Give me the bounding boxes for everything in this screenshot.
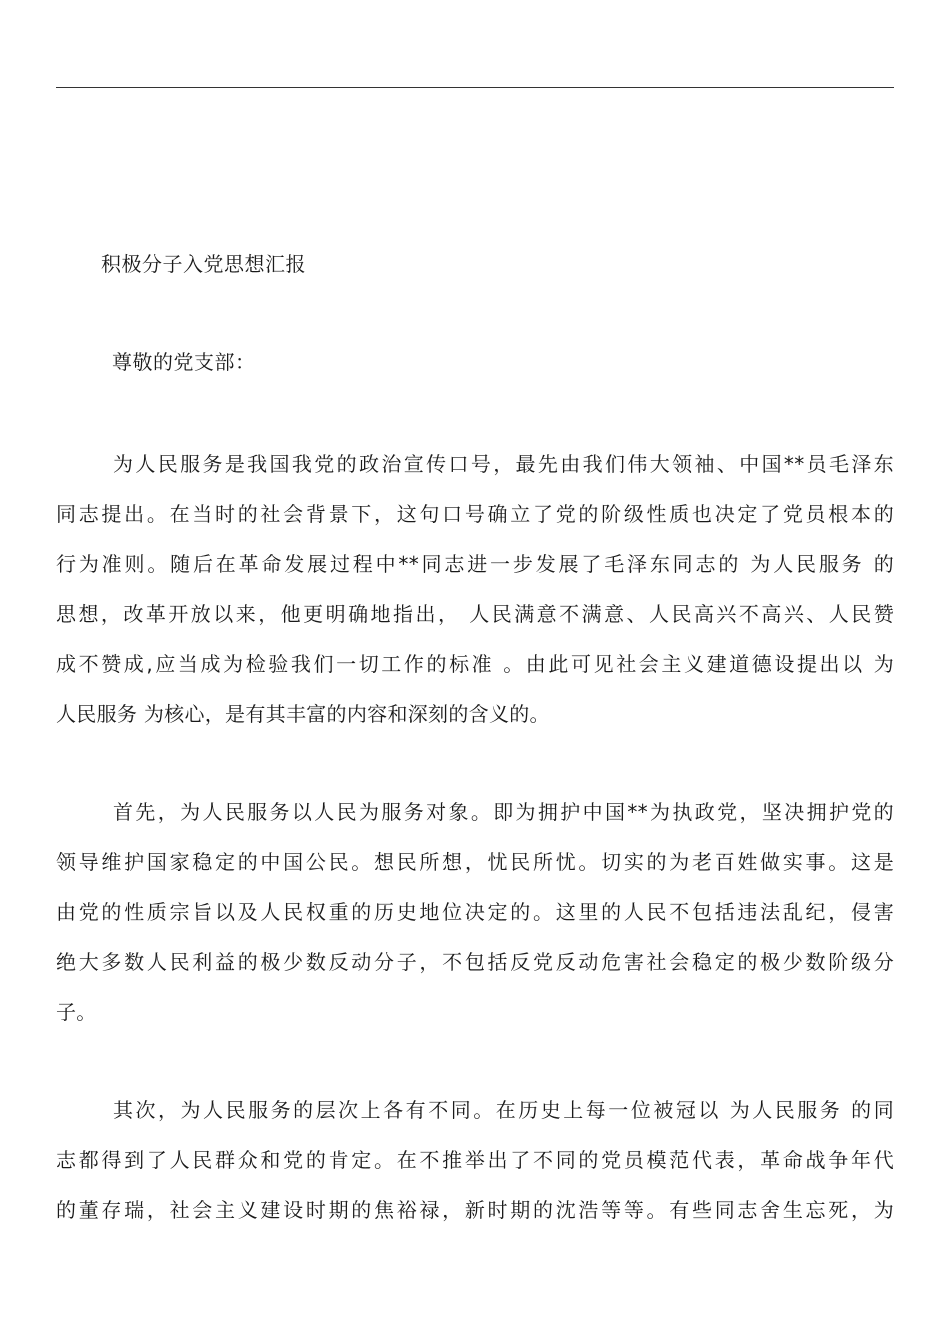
paragraph-2	[56, 787, 894, 1037]
paragraph-line: 子。	[56, 1000, 97, 1024]
paragraph-line: 行为准则。随后在革命发展过程中**同志进一步发展了毛泽东同志的 为人民服务 的	[56, 552, 894, 576]
paragraph-line: 首先，为人民服务以人民为服务对象。即为拥护中国**为执政党，坚决拥护党的	[113, 800, 894, 824]
paragraph-line: 为人民服务是我国我党的政治宣传口号，最先由我们伟大领袖、中国**员毛泽东	[113, 452, 894, 476]
paragraph-line: 其次，为人民服务的层次上各有不同。在历史上每一位被冠以 为人民服务 的同	[113, 1098, 894, 1122]
paragraph-1	[56, 439, 894, 739]
paragraph-line: 由党的性质宗旨以及人民权重的历史地位决定的。这里的人民不包括违法乱纪，侵害	[56, 900, 894, 924]
paragraph-line: 绝大多数人民利益的极少数反动分子，不包括反党反动危害社会稳定的极少数阶级分	[56, 950, 894, 974]
paragraph-line: 同志提出。在当时的社会背景下，这句口号确立了党的阶级性质也决定了党员根本的	[56, 502, 894, 526]
paragraph-line: 的董存瑞，社会主义建设时期的焦裕禄，新时期的沈浩等等。有些同志舍生忘死，为	[56, 1198, 894, 1222]
document-title: 积极分子入党思想汇报	[101, 252, 306, 276]
paragraph-line: 思想，改革开放以来，他更明确地指出， 人民满意不满意、人民高兴不高兴、人民赞	[56, 602, 894, 626]
paragraph-line: 人民服务 为核心，是有其丰富的内容和深刻的含义的。	[56, 702, 550, 726]
header-rule	[56, 87, 894, 88]
paragraph-line: 领导维护国家稳定的中国公民。想民所想，忧民所忧。切实的为老百姓做实事。这是	[56, 850, 894, 874]
paragraph-line: 志都得到了人民群众和党的肯定。在不推举出了不同的党员模范代表，革命战争年代	[56, 1148, 894, 1172]
paragraph-3	[56, 1085, 894, 1235]
salutation: 尊敬的党支部：	[112, 350, 256, 374]
paragraph-line: 成不赞成,应当成为检验我们一切工作的标准 。由此可见社会主义建道德设提出以 为	[56, 652, 894, 676]
